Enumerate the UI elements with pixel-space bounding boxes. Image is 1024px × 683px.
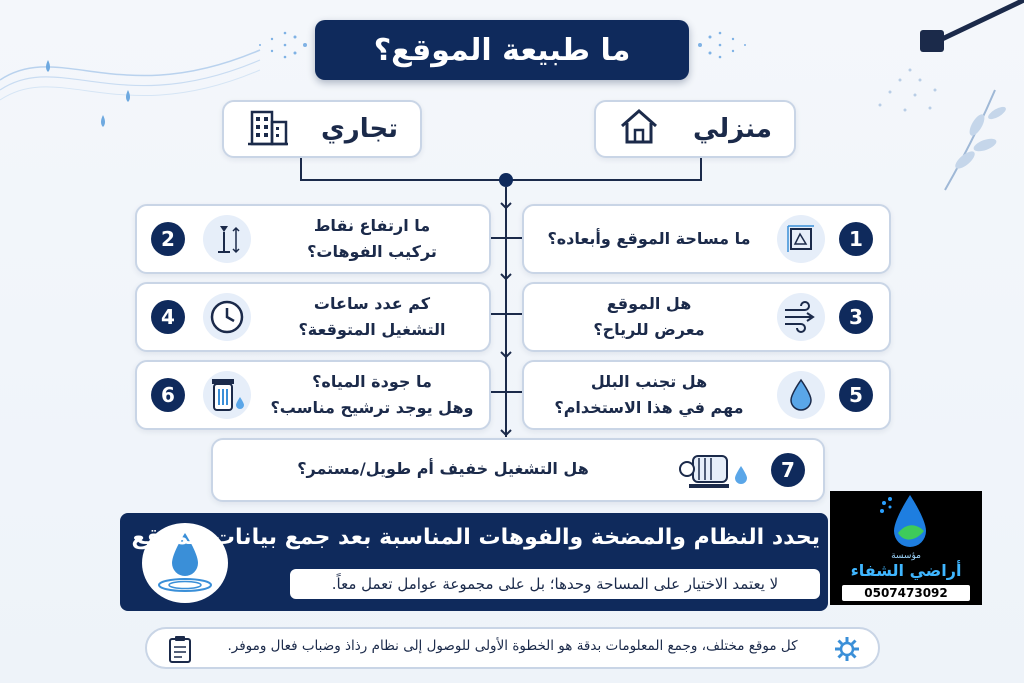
question-number: 1	[839, 222, 873, 256]
building-icon	[246, 106, 290, 153]
question-card-3[interactable]	[522, 282, 891, 352]
connector	[487, 391, 523, 393]
company-logo	[830, 491, 982, 605]
spray-right-icon	[695, 25, 755, 65]
question-card-4[interactable]	[135, 282, 491, 352]
spine	[505, 187, 507, 437]
clock-icon	[203, 293, 251, 341]
connector	[487, 237, 523, 239]
question-number: 6	[151, 378, 185, 412]
page-title: ما طبيعة الموقع؟	[315, 20, 689, 80]
footer-text: كل موقع مختلف، وجمع المعلومات بدقة هو الخطوة الأولى للوصول إلى نظام رذاذ وضباب فعال وموفر.	[227, 638, 798, 654]
arrow-down-icon	[499, 345, 513, 359]
clipboard-icon	[167, 635, 193, 667]
arrow-down-icon	[499, 423, 513, 437]
connector	[487, 313, 523, 315]
question-text: هل تجنب البلل مهم في هذا الاستخدام؟	[554, 372, 744, 417]
question-text: كم عدد ساعات التشغيل المتوقعة؟	[298, 294, 446, 339]
logo-drop-icon	[876, 493, 936, 551]
question-number: 3	[839, 300, 873, 334]
footer-note	[145, 627, 880, 669]
logo-phone: 0507473092	[842, 585, 970, 601]
leaf-branch-icon	[935, 85, 1015, 195]
spray-left-icon	[250, 25, 310, 65]
site-type-residential-label: منزلي	[693, 114, 772, 144]
question-number: 5	[839, 378, 873, 412]
logo-name: أراضي الشفاء	[850, 561, 962, 580]
connector	[700, 158, 702, 180]
connector	[300, 158, 302, 180]
question-text: ما جودة المياه؟ وهل يوجد ترشيح مناسب؟	[270, 372, 474, 417]
banner-headline: يحدد النظام والمضخة والفوهات المناسبة بعد جمع بيانات الموقع	[131, 525, 820, 550]
decorative-waves	[0, 20, 260, 130]
house-icon	[618, 106, 660, 153]
banner-subtext: لا يعتمد الاختيار على المساحة وحدها؛ بل على مجموعة عوامل تعمل معاً.	[290, 569, 820, 599]
height-measure-icon	[203, 215, 251, 263]
question-card-5[interactable]	[522, 360, 891, 430]
question-card-1[interactable]	[522, 204, 891, 274]
water-filter-icon	[203, 371, 251, 419]
wind-icon	[777, 293, 825, 341]
water-drop-icon	[777, 371, 825, 419]
site-type-residential[interactable]	[594, 100, 796, 158]
site-type-commercial[interactable]	[222, 100, 422, 158]
question-number: 4	[151, 300, 185, 334]
question-text: ما ارتفاع نقاط تركيب الفوهات؟	[307, 216, 437, 261]
arrow-down-icon	[499, 267, 513, 281]
question-text: هل التشغيل خفيف أم طويل/مستمر؟	[297, 459, 589, 478]
logo-tagline: مؤسسة	[891, 551, 921, 561]
site-type-commercial-label: تجاري	[320, 114, 398, 144]
question-card-7[interactable]	[211, 438, 825, 502]
arrow-down-icon	[499, 196, 513, 210]
gear-icon	[834, 636, 860, 666]
conclusion-banner	[120, 513, 828, 611]
question-text: هل الموقع معرض للرياح؟	[593, 294, 705, 339]
question-number: 7	[771, 453, 805, 487]
pump-icon	[679, 448, 751, 492]
area-measure-icon	[777, 215, 825, 263]
question-card-2[interactable]	[135, 204, 491, 274]
question-number: 2	[151, 222, 185, 256]
question-card-6[interactable]	[135, 360, 491, 430]
connector-node	[499, 173, 513, 187]
question-text: ما مساحة الموقع وأبعاده؟	[547, 229, 751, 248]
